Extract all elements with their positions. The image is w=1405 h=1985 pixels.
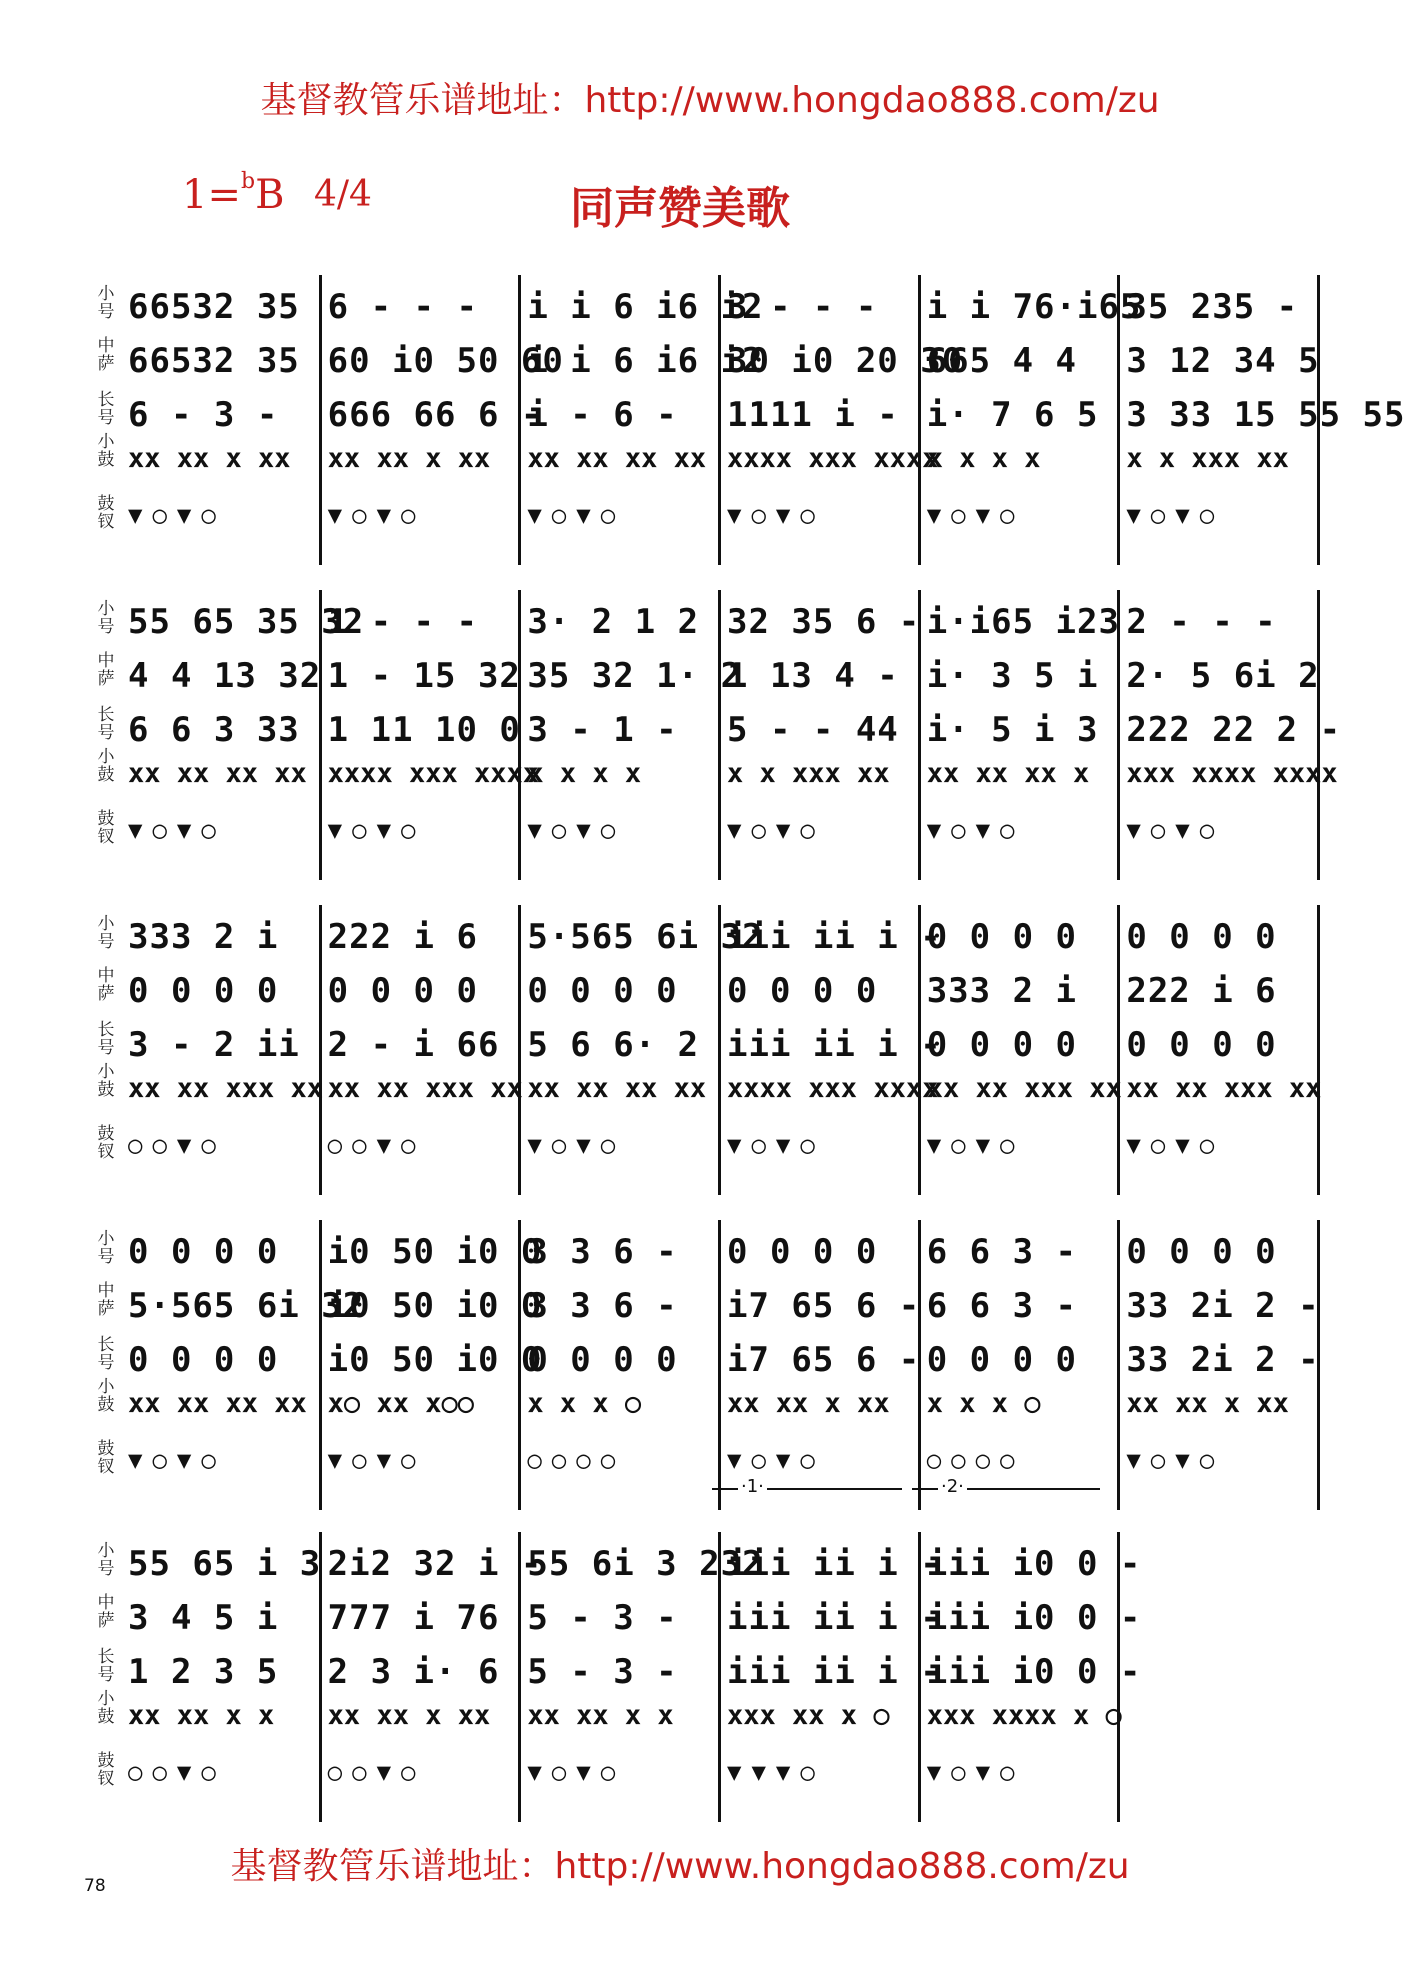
trombone-part: 1111 i - xyxy=(727,395,899,435)
trombone-part: 2 3 i· 6 xyxy=(327,1652,500,1692)
trombone-part: 5 - 3 - xyxy=(527,1652,678,1692)
instrument-labels xyxy=(92,275,120,565)
snare-part: xx xx xxx xx xyxy=(327,1073,523,1104)
trumpet-part: 0 0 0 0 xyxy=(1126,1232,1277,1272)
measure xyxy=(122,590,365,880)
sax-part: 1 13 4 - xyxy=(727,656,899,696)
cymbal-part: ▼○▼○ xyxy=(926,501,1025,529)
instrument-label: 小鼓 xyxy=(97,1689,115,1727)
trombone-part: 5 6 6· 2 xyxy=(527,1025,700,1065)
trumpet-part: 0 0 0 0 xyxy=(128,1232,279,1272)
snare-part: xxx xxxx xxxx xyxy=(1126,758,1338,789)
cymbal-part: ▼○▼○ xyxy=(727,1446,825,1474)
cymbal-part: ▼○▼○ xyxy=(527,1131,626,1159)
cymbal-part: ○○○○ xyxy=(926,1446,1025,1474)
cymbal-part: ○○○○ xyxy=(527,1446,626,1474)
cymbal-part: ▼○▼○ xyxy=(1126,1446,1225,1474)
trombone-part: 0 0 0 0 xyxy=(926,1025,1077,1065)
trombone-part: 0 0 0 0 xyxy=(527,1340,678,1380)
instrument-label: 小鼓 xyxy=(97,747,115,785)
instrument-label: 小号 xyxy=(97,1541,115,1579)
trumpet-part: i·i65 i23 xyxy=(926,602,1120,642)
trombone-part: 0 0 0 0 xyxy=(1126,1025,1277,1065)
cymbal-part: ▼○▼○ xyxy=(327,501,426,529)
measure xyxy=(921,590,1121,880)
sax-part: i7 65 6 - xyxy=(727,1286,921,1326)
trumpet-part: 55 65 35 32 xyxy=(128,602,365,642)
measure xyxy=(721,905,942,1195)
song-title: 同声赞美歌 xyxy=(570,183,790,234)
score-system xyxy=(92,1532,1320,1822)
measure xyxy=(521,1220,721,1510)
trombone-part: 3 - 2 ii xyxy=(128,1025,300,1065)
instrument-label: 长号 xyxy=(97,390,115,428)
trumpet-part: i0 50 i0 0 xyxy=(327,1232,543,1272)
instrument-labels xyxy=(92,1532,120,1822)
key-note: B xyxy=(255,172,285,218)
measure xyxy=(521,905,764,1195)
sax-part: 66532 35 xyxy=(128,341,300,381)
trombone-part: iii ii i - xyxy=(727,1652,942,1692)
snare-part: xx xx xxx xx xyxy=(926,1073,1122,1104)
volta-label: ·2· xyxy=(938,1476,967,1497)
trumpet-part: 66532 35 xyxy=(128,287,300,327)
cymbal-part: ○○▼○ xyxy=(128,1131,226,1159)
snare-part: xx xx xx xx xyxy=(128,1388,307,1419)
sax-part: 35 32 1· 2 xyxy=(527,656,743,696)
sax-part: 3 4 5 i xyxy=(128,1598,279,1638)
trombone-part: 0 0 0 0 xyxy=(926,1340,1077,1380)
trombone-part: 3 - 1 - xyxy=(527,710,678,750)
measure xyxy=(921,905,1121,1195)
sax-part: 5·565 6i 32 xyxy=(128,1286,365,1326)
header-url-top: 基督教管乐谱地址：http://www.hongdao888.com/zu xyxy=(260,80,1160,121)
volta-label: ·1· xyxy=(738,1476,767,1497)
measure xyxy=(1120,275,1405,565)
cymbal-part: ▼○▼○ xyxy=(527,816,626,844)
sax-part: i i 6 i6 i2 xyxy=(527,341,764,381)
snare-part: xxxx xxx xxxx xyxy=(727,443,939,474)
sax-part: 4 4 13 32 xyxy=(128,656,322,696)
cymbal-part: ▼○▼○ xyxy=(727,1131,825,1159)
measure xyxy=(921,275,1142,565)
measure xyxy=(721,1220,921,1510)
snare-part: x x xxx xx xyxy=(727,758,890,789)
measures xyxy=(122,1532,1142,1822)
time-signature: 4/4 xyxy=(314,174,372,215)
sax-part: 6 6 3 - xyxy=(926,1286,1077,1326)
snare-part: x x x ○ xyxy=(926,1388,1041,1419)
cymbal-part: ▼○▼○ xyxy=(1126,816,1225,844)
cymbal-part: ▼○▼○ xyxy=(327,816,426,844)
score-system xyxy=(92,275,1405,565)
score-system xyxy=(92,1220,1320,1510)
trombone-part: iii ii i - xyxy=(727,1025,942,1065)
instrument-label: 小号 xyxy=(97,1229,115,1267)
trombone-part: 3 33 15 55 55 xyxy=(1126,395,1405,435)
snare-part: x x x x xyxy=(926,443,1041,474)
trumpet-part: 3· 2 1 2 xyxy=(527,602,700,642)
trumpet-part: 0 0 0 0 xyxy=(926,917,1077,957)
trumpet-part: 0 0 0 0 xyxy=(1126,917,1277,957)
instrument-label: 小鼓 xyxy=(97,1062,115,1100)
snare-part: x x x x xyxy=(527,758,642,789)
sax-part: i0 50 i0 0 xyxy=(327,1286,543,1326)
sax-part: 222 i 6 xyxy=(1126,971,1277,1011)
trumpet-part: 35 235 - xyxy=(1126,287,1299,327)
sax-part: iii i0 0 - xyxy=(926,1598,1142,1638)
snare-part: xx xx xx x xyxy=(926,758,1090,789)
sax-part: 665 4 4 xyxy=(926,341,1077,381)
sax-part: 0 0 0 0 xyxy=(128,971,279,1011)
trumpet-part: 0 0 0 0 xyxy=(727,1232,878,1272)
trumpet-part: 2 - - - xyxy=(1126,602,1277,642)
sax-part: 60 i0 50 60 xyxy=(327,341,564,381)
key-flat: b xyxy=(240,168,256,194)
sax-part: 0 0 0 0 xyxy=(527,971,678,1011)
trombone-part: 222 22 2 - xyxy=(1126,710,1342,750)
measure xyxy=(1120,905,1320,1195)
snare-part: xx xx x xx xyxy=(327,1700,491,1731)
instrument-label: 中萨 xyxy=(97,1281,115,1319)
measure xyxy=(521,275,764,565)
trombone-part: i0 50 i0 0 xyxy=(327,1340,543,1380)
sax-part: 3 3 6 - xyxy=(527,1286,678,1326)
snare-part: xx xx xxx xx xyxy=(128,1073,324,1104)
sax-part: 30 i0 20 30 xyxy=(727,341,964,381)
snare-part: x x xxx xx xyxy=(1126,443,1289,474)
snare-part: xxx xx x ○ xyxy=(727,1700,890,1731)
page-number: 78 xyxy=(84,1876,106,1896)
measure xyxy=(322,590,539,880)
trumpet-part: 6 - - - xyxy=(327,287,478,327)
snare-part: xxx xxxx x ○ xyxy=(926,1700,1122,1731)
instrument-label: 中萨 xyxy=(97,336,115,374)
measure xyxy=(521,590,743,880)
cymbal-part: ○○▼○ xyxy=(327,1758,426,1786)
sax-part: 33 2i 2 - xyxy=(1126,1286,1320,1326)
snare-part: xx xx xx xx xyxy=(128,758,307,789)
measure xyxy=(921,1220,1121,1510)
sax-part: 1 - 15 32 xyxy=(327,656,521,696)
trumpet-part: 222 i 6 xyxy=(327,917,478,957)
trombone-part: 6 6 3 33 xyxy=(128,710,300,750)
trumpet-part: 55 6i 3 232 xyxy=(527,1544,764,1584)
sax-part: 2· 5 6i 2 xyxy=(1126,656,1320,696)
measures xyxy=(122,905,1320,1195)
snare-part: x○ xx x○○ xyxy=(327,1388,474,1419)
sax-part: 333 2 i xyxy=(926,971,1077,1011)
instrument-label: 小鼓 xyxy=(97,432,115,470)
snare-part: xxxx xxx xxxx xyxy=(727,1073,939,1104)
measure xyxy=(322,1532,543,1822)
trombone-part: 33 2i 2 - xyxy=(1126,1340,1320,1380)
snare-part: xx xx x xx xyxy=(1126,1388,1289,1419)
instrument-label: 鼓钗 xyxy=(97,1124,115,1162)
measure xyxy=(521,1532,764,1822)
cymbal-part: ▼○▼○ xyxy=(926,1131,1025,1159)
instrument-label: 小号 xyxy=(97,914,115,952)
measure xyxy=(1120,590,1342,880)
trombone-part: 1 2 3 5 xyxy=(128,1652,279,1692)
sax-part: iii ii i - xyxy=(727,1598,942,1638)
snare-part: xx xx x xx xyxy=(128,443,291,474)
trombone-part: 2 - i 66 xyxy=(327,1025,500,1065)
snare-part: xx xx xx xx xyxy=(527,1073,707,1104)
measures xyxy=(122,1220,1320,1510)
trumpet-part: 6 6 3 - xyxy=(926,1232,1077,1272)
cymbal-part: ○○▼○ xyxy=(327,1131,426,1159)
trombone-part: i - 6 - xyxy=(527,395,678,435)
cymbal-part: ○○▼○ xyxy=(128,1758,226,1786)
measures xyxy=(122,275,1405,565)
trombone-part: 1 11 10 0 xyxy=(327,710,521,750)
cymbal-part: ▼○▼○ xyxy=(926,816,1025,844)
trumpet-part: iii ii i - xyxy=(727,1544,942,1584)
snare-part: xxxx xxx xxxx xyxy=(327,758,539,789)
trombone-part: 0 0 0 0 xyxy=(128,1340,279,1380)
instrument-labels xyxy=(92,905,120,1195)
instrument-label: 小鼓 xyxy=(97,1377,115,1415)
trombone-part: i· 5 i 3 xyxy=(926,710,1099,750)
trumpet-part: iii ii i - xyxy=(727,917,942,957)
cymbal-part: ▼○▼○ xyxy=(727,816,825,844)
trombone-part: 666 66 6 - xyxy=(327,395,543,435)
volta-second-ending xyxy=(912,1476,1100,1510)
measure xyxy=(122,1532,322,1822)
header-url-bottom: 基督教管乐谱地址：http://www.hongdao888.com/zu xyxy=(230,1846,1130,1887)
measure xyxy=(322,275,564,565)
cymbal-part: ▼○▼○ xyxy=(128,501,226,529)
snare-part: xx xx x x xyxy=(128,1700,275,1731)
instrument-label: 长号 xyxy=(97,705,115,743)
sax-part: 3 12 34 5 xyxy=(1126,341,1320,381)
trombone-part: i· 7 6 5 xyxy=(926,395,1099,435)
instrument-label: 小号 xyxy=(97,284,115,322)
cymbal-part: ▼▼▼○ xyxy=(727,1758,825,1786)
sax-part: 0 0 0 0 xyxy=(727,971,878,1011)
cymbal-part: ▼○▼○ xyxy=(128,1446,226,1474)
sax-part: 777 i 76 xyxy=(327,1598,500,1638)
trumpet-part: 3 - - - xyxy=(727,287,878,327)
trombone-part: 6 - 3 - xyxy=(128,395,279,435)
instrument-labels xyxy=(92,1220,120,1510)
key-signature xyxy=(182,168,285,218)
instrument-label: 长号 xyxy=(97,1335,115,1373)
snare-part: x x x ○ xyxy=(527,1388,642,1419)
trumpet-part: 1 - - - xyxy=(327,602,478,642)
volta-first-ending xyxy=(712,1476,902,1510)
cymbal-part: ▼○▼○ xyxy=(128,816,226,844)
instrument-label: 鼓钗 xyxy=(97,1751,115,1789)
trumpet-part: 2i2 32 i - xyxy=(327,1544,543,1584)
instrument-label: 鼓钗 xyxy=(97,494,115,532)
score-system xyxy=(92,905,1320,1195)
cymbal-part: ▼○▼○ xyxy=(1126,1131,1225,1159)
trombone-part: iii i0 0 - xyxy=(926,1652,1142,1692)
snare-part: xx xx x x xyxy=(527,1700,674,1731)
instrument-label: 长号 xyxy=(97,1647,115,1685)
instrument-label: 中萨 xyxy=(97,1593,115,1631)
measures xyxy=(122,590,1342,880)
trumpet-part: i i 76·i65 xyxy=(926,287,1142,327)
cymbal-part: ▼○▼○ xyxy=(1126,501,1225,529)
trumpet-part: 333 2 i xyxy=(128,917,279,957)
instrument-label: 长号 xyxy=(97,1020,115,1058)
score-system xyxy=(92,590,1342,880)
measure xyxy=(122,1220,365,1510)
sax-part: i· 3 5 i xyxy=(926,656,1099,696)
snare-part: xx xx xx xx xyxy=(527,443,707,474)
measure xyxy=(721,590,921,880)
trombone-part: i7 65 6 - xyxy=(727,1340,921,1380)
measure xyxy=(721,1532,942,1822)
snare-part: xx xx xxx xx xyxy=(1126,1073,1322,1104)
sax-part: 5 - 3 - xyxy=(527,1598,678,1638)
instrument-label: 鼓钗 xyxy=(97,1439,115,1477)
instrument-label: 中萨 xyxy=(97,651,115,689)
cymbal-part: ▼○▼○ xyxy=(527,501,626,529)
trumpet-part: 32 35 6 - xyxy=(727,602,921,642)
measure xyxy=(721,275,964,565)
cymbal-part: ▼○▼○ xyxy=(527,1758,626,1786)
snare-part: xx xx x xx xyxy=(327,443,491,474)
instrument-label: 鼓钗 xyxy=(97,809,115,847)
measure xyxy=(1120,1220,1320,1510)
instrument-label: 中萨 xyxy=(97,966,115,1004)
measure xyxy=(322,1220,543,1510)
measure xyxy=(322,905,522,1195)
key-prefix: 1= xyxy=(182,172,241,218)
instrument-label: 小号 xyxy=(97,599,115,637)
trumpet-part: 5·565 6i 32 xyxy=(527,917,764,957)
trumpet-part: i i 6 i6 i2 xyxy=(527,287,764,327)
trumpet-part: 3 3 6 - xyxy=(527,1232,678,1272)
trumpet-part: iii i0 0 - xyxy=(926,1544,1142,1584)
measure xyxy=(122,905,322,1195)
cymbal-part: ▼○▼○ xyxy=(327,1446,426,1474)
instrument-labels xyxy=(92,590,120,880)
measure xyxy=(122,275,322,565)
snare-part: xx xx x xx xyxy=(727,1388,890,1419)
cymbal-part: ▼○▼○ xyxy=(727,501,825,529)
cymbal-part: ▼○▼○ xyxy=(926,1758,1025,1786)
measure xyxy=(921,1532,1142,1822)
trumpet-part: 55 65 i 3 xyxy=(128,1544,322,1584)
sax-part: 0 0 0 0 xyxy=(327,971,478,1011)
trombone-part: 5 - - 44 xyxy=(727,710,899,750)
